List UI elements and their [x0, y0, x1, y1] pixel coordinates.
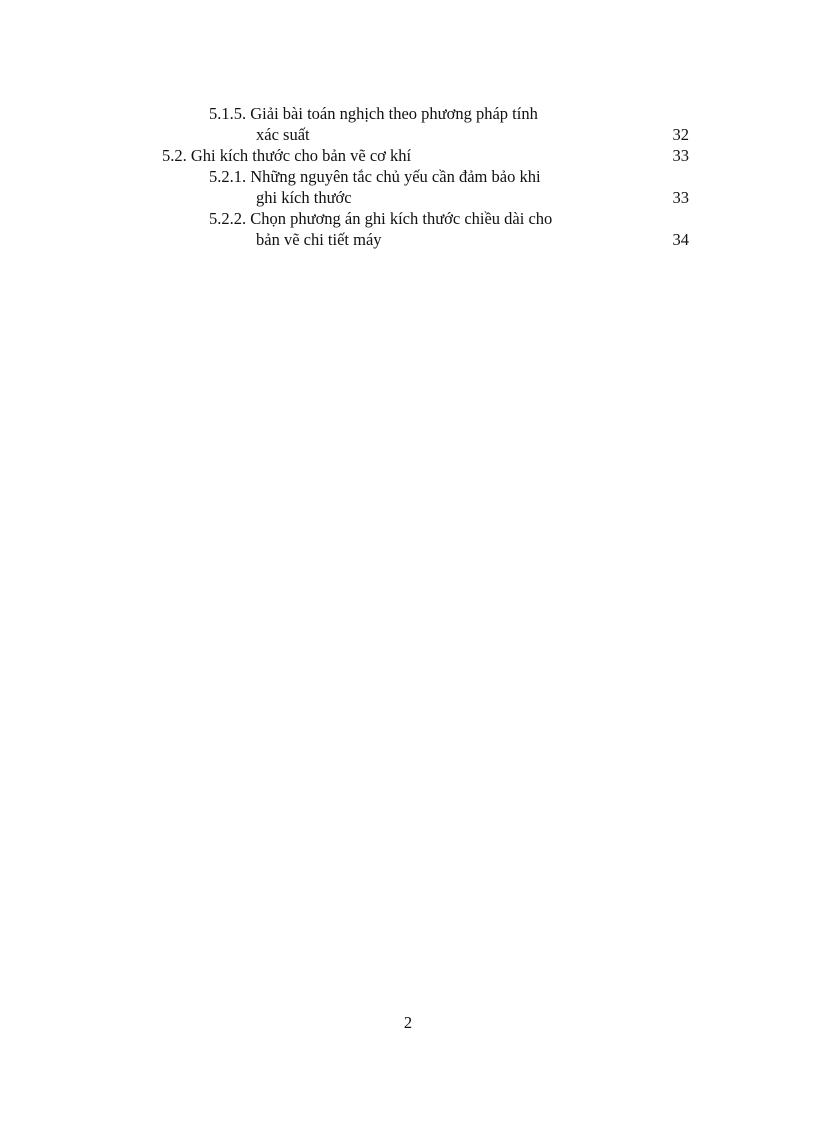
toc-entry-number: 5.1.5.: [209, 104, 247, 123]
toc-entry-5-2-2-page: 34: [672, 230, 689, 249]
toc-entry-5-2-line1: [162, 146, 411, 166]
toc-entry-number: 5.2.1.: [209, 167, 247, 186]
toc-entry-5-2-1-line2: ghi kích thước: [256, 188, 352, 207]
toc-entry-5-1-5-line2: xác suất: [256, 125, 310, 144]
toc-entry-title: Chọn phương án ghi kích thước chiều dài cho: [250, 209, 553, 228]
toc-entry-5-1-5-line1: [209, 104, 538, 124]
toc-entry-title: Ghi kích thước cho bản vẽ cơ khí: [190, 146, 412, 165]
toc-entry-5-2-2-line2: bản vẽ chi tiết máy: [256, 230, 382, 249]
toc-entry-5-2-page: 33: [672, 146, 689, 165]
toc-entry-5-2-1-page: 33: [672, 188, 689, 207]
toc-entry-5-1-5-page: 32: [672, 125, 689, 144]
toc-entry-number: 5.2.2.: [209, 209, 247, 228]
toc-entry-5-2-2-line1: [209, 209, 552, 229]
toc-entry-5-2-1-line1: [209, 167, 541, 187]
toc-entry-number: 5.2.: [162, 146, 187, 165]
page-number: 2: [403, 1013, 413, 1032]
toc-entry-title: Những nguyên tắc chủ yếu cần đảm bảo khi: [250, 167, 541, 186]
toc-entry-title: Giải bài toán nghịch theo phương pháp tính: [250, 104, 538, 123]
